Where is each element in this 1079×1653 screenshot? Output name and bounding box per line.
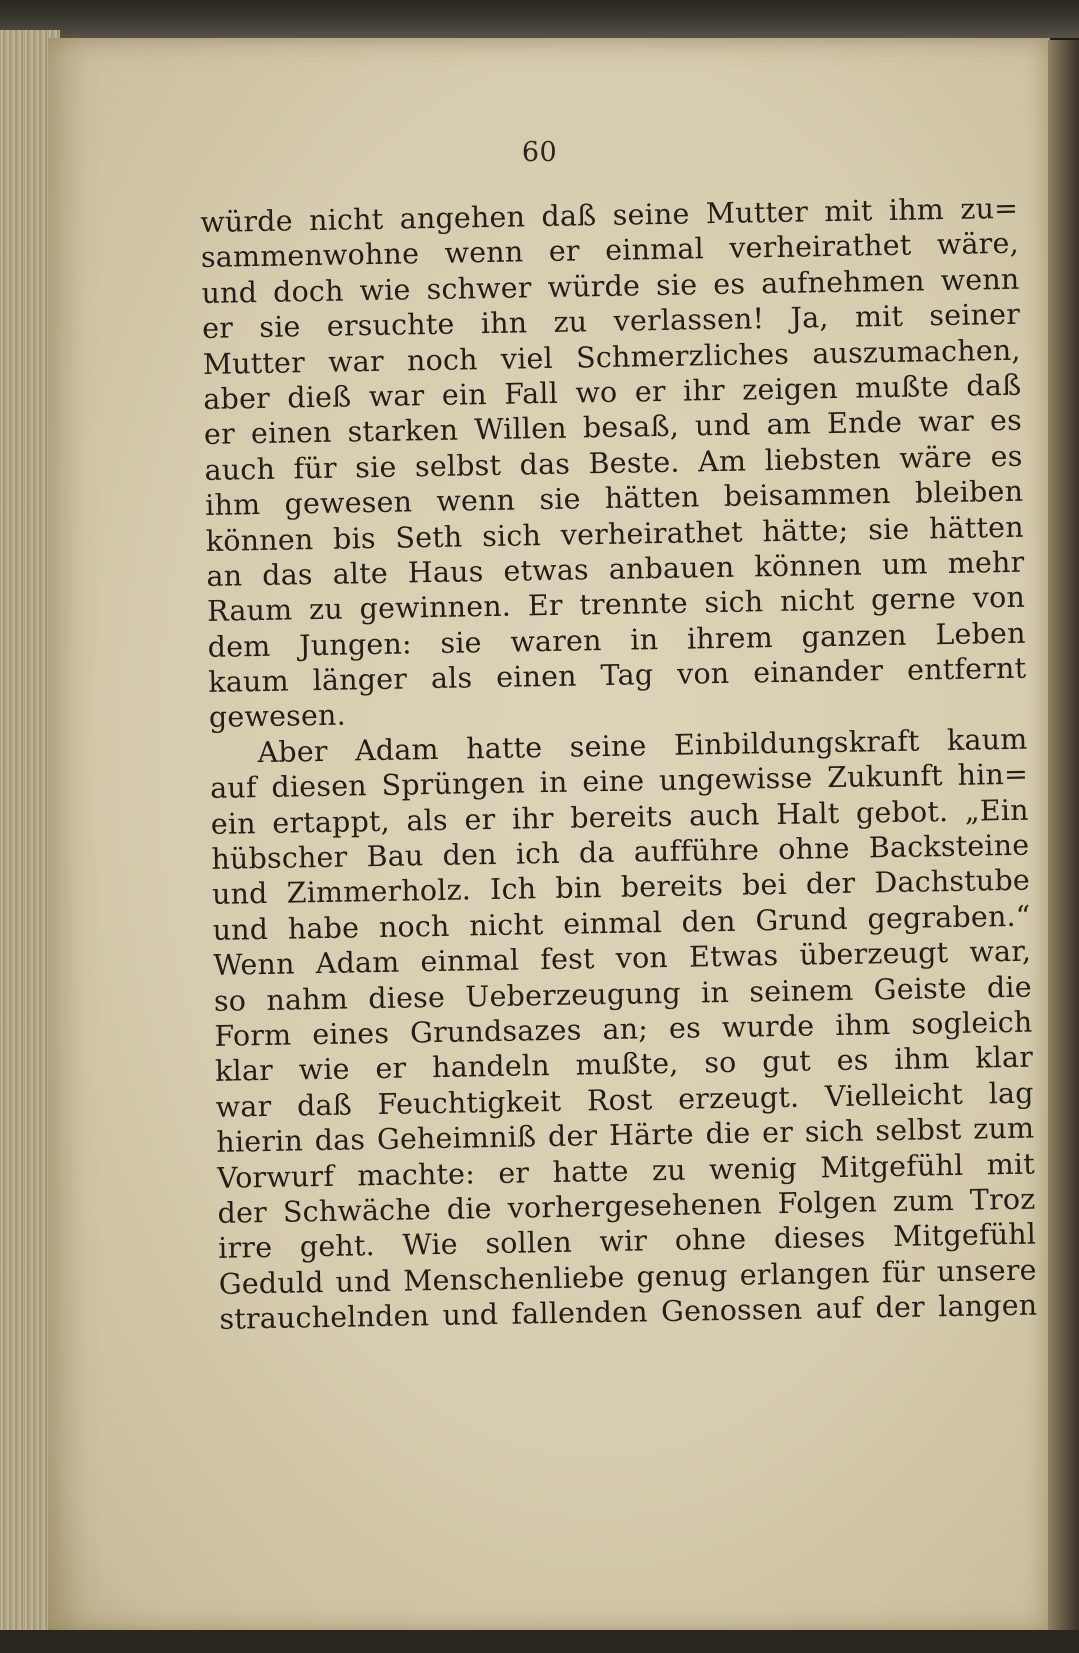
text-line: auf diesen Sprüngen in eine ungewisse Zukunft hin= (209, 757, 1029, 806)
text-line: Raum zu gewinnen. Er trennte sich nicht gerne von (206, 580, 1026, 629)
text-line: irre geht. Wie sollen wir ohne dieses Mitgefühl (217, 1217, 1037, 1266)
text-line: hierin das Geheimniß der Härte die er sich selbst zum (216, 1111, 1035, 1160)
text-line: er sie ersuchte ihn zu verlassen! Ja, mit seiner (201, 297, 1021, 346)
text-line: ein ertappt, als er ihr bereits auch Halt gebot. „Ein (210, 793, 1029, 841)
text-line: er einen starken Willen besaß, und am Ende war es (203, 404, 1023, 452)
book-page-edge-right (1048, 40, 1079, 1630)
text-line: klar wie er handeln mußte, so gut es ihm klar (214, 1040, 1034, 1089)
text-line: und doch wie schwer würde sie es aufnehmen wenn (201, 262, 1020, 310)
text-line: Mutter war noch viel Schmerzliches auszumachen, (202, 333, 1021, 381)
text-line: dem Jungen: sie waren in ihrem ganzen Leben (207, 616, 1026, 664)
text-line: können bis Seth sich verheirathet hätte; sie hätten (205, 510, 1025, 558)
text-line: war daß Feuchtigkeit Rost erzeugt. Vielleicht lag (215, 1076, 1034, 1124)
paragraph-end-line: gewesen. (208, 699, 347, 735)
body-text (200, 191, 1038, 1338)
text-line: so nahm diese Ueberzeugung in seinem Geiste die (213, 970, 1033, 1018)
text-line: an das alte Haus etwas anbauen können um mehr (206, 545, 1025, 593)
text-line: Vorwurf machte: er hatte zu wenig Mitgefühl mit (216, 1147, 1036, 1195)
text-line: hübscher Bau den ich da aufführe ohne Backsteine (211, 828, 1030, 876)
text-line: Wenn Adam einmal fest von Etwas überzeugt war, (212, 934, 1032, 983)
text-line: kaum länger als einen Tag von einander entfernt (208, 651, 1027, 700)
book-top-edge (0, 0, 1079, 38)
text-line: aber dieß war ein Fall wo er ihr zeigen mußte daß (203, 368, 1022, 416)
text-line: und habe noch nicht einmal den Grund gegraben.“ (212, 899, 1031, 947)
text-line: und Zimmerholz. Ich bin bereits bei der Dachstube (211, 864, 1031, 912)
text-line: sammenwohne wenn er einmal verheirathet wäre, (200, 227, 1020, 275)
page-number: 60 (521, 137, 558, 168)
text-line: der Schwäche die vorhergesehenen Folgen zum Troz (217, 1182, 1036, 1230)
text-line: ihm gewesen wenn sie hätten beisammen bleiben (204, 474, 1024, 523)
text-line: Form eines Grundsazes an; es wurde ihm sogleich (214, 1005, 1033, 1053)
text-line: strauchelnden und fallenden Genossen auf der langen (219, 1288, 1038, 1336)
text-line: würde nicht angehen daß seine Mutter mit ihm zu= (200, 191, 1019, 239)
text-line: auch für sie selbst das Beste. Am liebsten wäre es (204, 439, 1023, 487)
book-bottom-edge (0, 1630, 1079, 1653)
paragraph-start-line: Aber Adam hatte seine Einbildungskraft kaum (257, 722, 1028, 769)
text-line: Geduld und Menschenliebe genug erlangen für unsere (218, 1253, 1037, 1301)
